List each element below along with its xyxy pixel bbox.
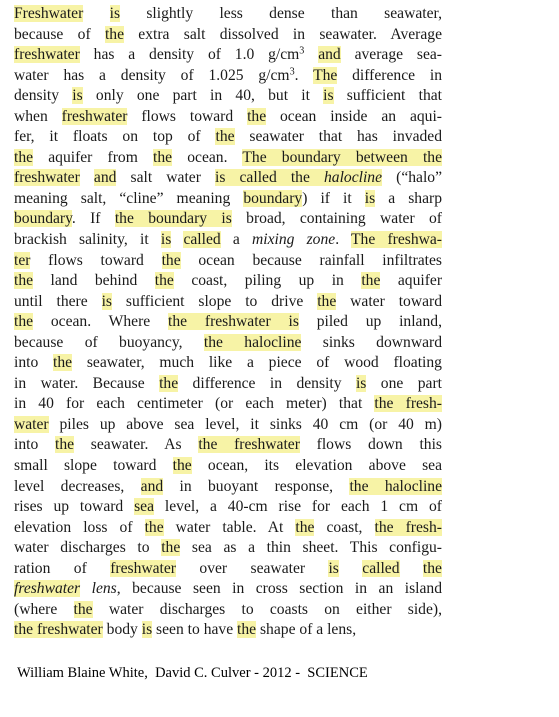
text-run: brackish salinity, it [14,231,161,249]
text-run: , because seen in cross section in an island [116,580,442,598]
text-run: difference in density [178,374,356,392]
text-line [14,620,442,641]
text-line [14,230,442,251]
text-run: ocean. Where [33,313,169,331]
text-line [14,189,442,210]
text-run: ocean inside an aqui- [266,107,442,125]
text-run: seawater, much like a piece of wood floating [72,354,442,372]
highlighted-text: the [161,539,181,557]
highlighted-text: the [295,518,315,536]
text-run: in buoyant response, [163,477,350,495]
highlighted-text: the freshwater is [168,313,299,331]
text-line [14,86,442,107]
text-run: elevation loss of [14,518,145,536]
text-run: a sharp [375,189,442,207]
highlighted-text: the fresh- [374,395,442,413]
highlighted-text: and [93,169,117,187]
highlighted-text: the [161,251,181,269]
text-run: aquifer [380,272,443,290]
text-run: density [14,87,73,105]
text-run [400,560,423,577]
text-run [171,231,183,248]
text-line [14,107,442,128]
highlighted-text: the [153,148,173,166]
text-line [14,127,442,148]
text-run: small slope toward [14,457,173,475]
text-line [14,477,442,498]
highlighted-text: is [160,231,172,249]
highlighted-text: the [104,25,124,43]
text-run: flows down this [299,436,442,454]
text-run: into [14,436,55,454]
text-run [80,580,91,597]
highlighted-text: called [362,559,400,577]
text-run: extra salt dissolved in seawater. Average [124,25,442,43]
highlighted-text: the [172,457,192,475]
superscript: 3 [299,45,305,57]
text-line [14,209,442,230]
text-run: salt water [116,169,216,187]
highlighted-text: the [14,272,34,290]
highlighted-text: halocline [324,169,383,187]
highlighted-text: the [361,272,381,290]
text-run [80,169,94,186]
text-run: only one part in 40, but it [82,87,324,105]
highlighted-text: the [317,292,337,310]
text-line [14,600,442,621]
text-run: broad, containing water of [231,210,442,228]
highlighted-text: is [141,621,153,639]
text-line [14,435,442,456]
text-run: ocean because rainfall infiltrates [180,251,443,269]
highlighted-text: is [328,559,339,577]
highlighted-text: the freshwater [198,436,300,454]
text-line [14,538,442,559]
text-run: slightly less dense than seawater, [120,5,442,22]
text-run: when [14,107,62,125]
text-line [14,168,442,189]
highlighted-text: freshwater [14,169,80,187]
text-run: average sea- [340,46,442,64]
text-run: (“halo” [382,169,443,187]
text-run: ocean, its elevation above sea [191,457,442,475]
text-line [14,559,442,580]
text-run: coast, [314,518,375,536]
text-run: (where [14,600,74,618]
highlighted-text: sea [134,498,155,516]
text-run: seawater that has invaded [234,128,443,146]
citation-caption: William Blaine White, David C. Culver - 2012 - SCIENCE [17,665,368,681]
text-line [14,353,442,374]
superscript: 3 [289,66,295,78]
highlighted-text: the freshwater [14,621,103,639]
highlighted-text: boundary [243,189,303,207]
text-line [14,312,442,333]
highlighted-text: The freshwa- [351,231,442,249]
text-run: seawater. As [74,436,199,454]
highlighted-text: boundary [14,210,72,228]
text-run: meaning salt, “cline” meaning [14,189,244,207]
text-run: water toward [336,292,443,310]
text-line [14,271,442,292]
highlighted-text: the [14,148,34,166]
highlighted-text: is [72,87,83,105]
text-run: in water. Because [14,374,160,392]
text-run: level, a 40-cm rise for each 1 cm of [154,498,442,516]
text-run: sufficient that [333,87,442,105]
text-run: level decreases, [14,477,141,495]
text-run [83,5,109,22]
text-line [14,415,442,436]
text-run: a [220,231,252,249]
text-run: . [335,231,352,249]
highlighted-text: the fresh- [374,518,442,536]
text-run: ration of [14,559,111,577]
text-run: body [102,621,142,639]
text-run: ocean. [172,148,243,166]
text-run: flows toward [30,251,162,269]
text-run [339,560,362,577]
highlighted-text: the [159,374,179,392]
highlighted-text: water [14,415,49,433]
text-run: piled up inland, [298,313,442,331]
text-line [14,579,442,600]
text-run: because of [14,25,105,43]
text-run: rises up toward [14,498,135,516]
text-line [14,66,442,87]
text-line [14,374,442,395]
highlighted-text: the halocline [203,333,302,351]
highlighted-text: the halocline [349,477,442,495]
text-run: . If [71,210,115,228]
text-run: into [14,354,54,372]
text-run: flows toward [127,107,248,125]
highlighted-text: freshwater [14,580,81,598]
highlighted-text: Freshwater [14,5,84,22]
text-run: sea as a thin sheet. This configu- [180,539,442,557]
text-run: lens [91,580,117,598]
text-run: ) if it [302,189,365,207]
text-line [14,45,442,66]
highlighted-text: The boundary between the [242,148,442,166]
text-run: shape of a lens, [256,621,357,639]
highlighted-text: the [422,559,442,577]
text-run [304,46,318,63]
text-line [14,456,442,477]
text-line [14,148,442,169]
text-line [14,333,442,354]
highlighted-text: and [140,477,164,495]
text-run: one part [366,374,442,392]
text-run: seen to have [152,621,238,639]
highlighted-text: the [55,436,75,454]
highlighted-text: and [318,46,341,64]
text-run: sufficient slope to drive [111,292,318,310]
highlighted-text: is [355,374,367,392]
text-run: water has a density of 1.025 g/cm [14,66,290,84]
highlighted-text: the [215,128,235,146]
text-run: aquifer from [33,148,154,166]
highlighted-text: is [364,189,376,207]
highlighted-text: is [109,5,121,22]
highlighted-text: The [313,66,338,84]
text-line [14,518,442,539]
text-run: sinks downward [301,333,442,351]
highlighted-text: the [154,272,174,290]
highlighted-text: the [247,107,267,125]
highlighted-text: is [323,87,334,105]
book-excerpt [14,4,442,641]
text-run: water discharges to [14,539,162,557]
text-run: until there [14,292,102,310]
highlighted-text: ter [14,251,31,269]
text-run: has a density of 1.0 g/cm [79,46,300,64]
text-run: fer, it floats on top of [14,128,216,146]
highlighted-text: freshwater [110,559,176,577]
highlighted-text: the boundary is [114,210,232,228]
highlighted-text: is [101,292,112,310]
highlighted-text: called [183,231,221,249]
text-run: because of buoyancy, [14,333,204,351]
text-run: mixing zone [251,231,336,249]
text-run: in 40 for each centimeter (or each meter) that [14,395,375,413]
highlighted-text: the [144,518,164,536]
highlighted-text: is called the [215,169,324,187]
text-line [14,25,442,46]
text-line [14,292,442,313]
text-run: . [294,66,314,84]
text-run: water discharges to coasts on either side), [92,600,442,618]
text-line [14,4,442,25]
text-line [14,497,442,518]
highlighted-text: the [73,600,93,618]
highlighted-text: the [53,354,73,372]
highlighted-text: freshwater [61,107,128,125]
text-run: over seawater [176,559,329,577]
text-run: piles up above sea level, it sinks 40 cm (or 40 m) [48,415,442,433]
text-run: land behind [33,272,155,290]
highlighted-text: freshwater [14,46,80,64]
text-run: difference in [337,66,442,84]
text-run: water table. At [163,518,296,536]
highlighted-text: the [14,313,34,331]
highlighted-text: the [237,621,257,639]
text-line [14,394,442,415]
text-line [14,251,442,272]
text-run: coast, piling up in [173,272,362,290]
